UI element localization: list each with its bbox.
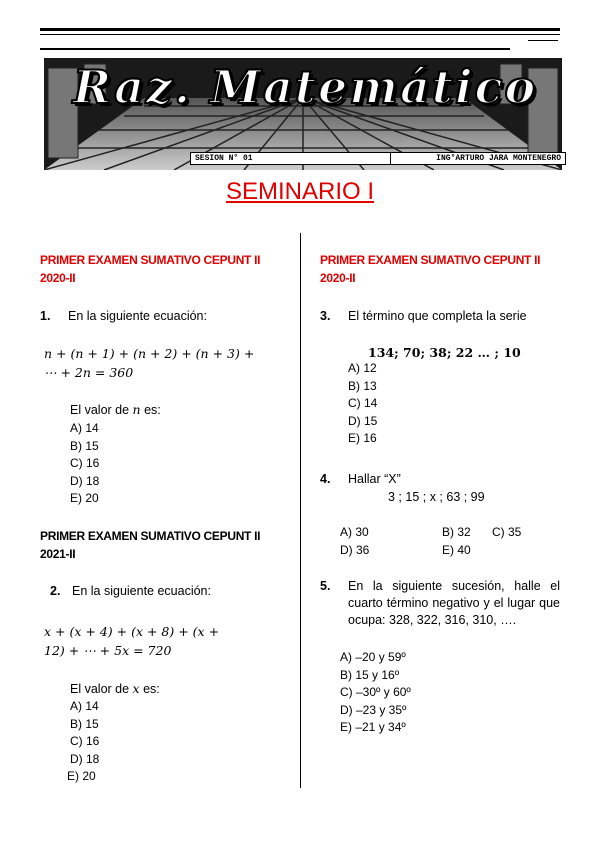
option-b: B) 15 bbox=[70, 438, 99, 453]
options-list-2 bbox=[67, 698, 170, 786]
question-number: 4. bbox=[320, 472, 331, 486]
exam-heading-3: PRIMER EXAMEN SUMATIVO CEPUNT II 2020-II bbox=[320, 253, 541, 285]
option-b: B) 32 bbox=[442, 525, 471, 539]
question-5-stem: En la siguiente sucesión, halle el cuarto término negativo y el lugar que ocupa: 328, 322, 316, 310, …. bbox=[348, 579, 560, 627]
option-a: A) 12 bbox=[348, 361, 377, 375]
prompt-text-end: es: bbox=[144, 403, 161, 417]
option-e: E) 20 bbox=[67, 769, 96, 783]
option-c: C) 16 bbox=[70, 734, 100, 748]
header-rule-lower bbox=[40, 48, 510, 50]
question-stem: El término que completa la serie bbox=[348, 309, 527, 323]
option-c: C) –30º y 60º bbox=[340, 685, 411, 699]
question-4 bbox=[320, 471, 570, 487]
question-number: 3. bbox=[320, 309, 331, 323]
option-d: D) –23 y 35º bbox=[340, 702, 407, 717]
options-list-5 bbox=[340, 649, 490, 737]
header-rule-thick bbox=[40, 28, 560, 31]
option-a: A) 14 bbox=[70, 421, 99, 435]
option-d: D) 18 bbox=[70, 473, 100, 488]
question-stem: En la siguiente ecuación: bbox=[68, 309, 207, 323]
prompt-text: El valor de bbox=[70, 682, 130, 696]
equation-line-1: n + (n + 1) + (n + 2) + (n + 3) + bbox=[44, 346, 255, 361]
option-c: C) 14 bbox=[348, 396, 378, 410]
option-d: D) 36 bbox=[340, 542, 370, 557]
prompt-text: El valor de bbox=[70, 403, 130, 417]
option-d: D) 18 bbox=[70, 751, 100, 766]
header-rule-thin bbox=[40, 34, 560, 35]
option-a: A) 14 bbox=[70, 699, 99, 713]
author-label: ING°ARTURO JARA MONTENEGRO bbox=[390, 152, 566, 165]
question-number: 5. bbox=[320, 579, 331, 593]
exam-heading-1: PRIMER EXAMEN SUMATIVO CEPUNT II 2020-II bbox=[40, 253, 261, 285]
column-divider bbox=[300, 233, 301, 788]
header-rule-short bbox=[528, 40, 558, 41]
equation-line-2: 12) + ⋯ + 5x = 720 bbox=[44, 643, 172, 658]
question-number-5 bbox=[320, 578, 348, 594]
banner-title: Raz. Matemático bbox=[72, 60, 538, 114]
series-text: 3 ; 15 ; x ; 63 ; 99 bbox=[388, 490, 485, 504]
option-b: B) 15 y 16º bbox=[340, 667, 400, 682]
options-grid-4 bbox=[340, 524, 570, 559]
option-d: D) 15 bbox=[348, 413, 378, 428]
series-text: 134; 70; 38; 22 … ; 10 bbox=[368, 345, 521, 360]
question-1 bbox=[40, 308, 290, 324]
question-stem: En la siguiente ecuación: bbox=[72, 584, 211, 598]
page-title: SEMINARIO I bbox=[225, 178, 375, 205]
equation-line-2: ⋯ + 2n = 360 bbox=[44, 365, 134, 380]
question-number: 1. bbox=[40, 309, 51, 323]
options-list-3 bbox=[348, 360, 448, 448]
question-stem: Hallar “X” bbox=[348, 472, 401, 486]
options-list-1 bbox=[70, 420, 170, 508]
prompt-variable: n bbox=[132, 402, 141, 417]
question-prompt bbox=[70, 400, 270, 419]
option-e: E) 16 bbox=[348, 431, 377, 445]
option-a: A) –20 y 59º bbox=[340, 650, 406, 664]
option-e: E) 20 bbox=[70, 491, 99, 505]
equation-line-1: x + (x + 4) + (x + 8) + (x + bbox=[44, 624, 220, 639]
exam-heading-2: PRIMER EXAMEN SUMATIVO CEPUNT II 2021-II bbox=[40, 529, 261, 561]
session-label: SESION N° 01 bbox=[190, 152, 396, 165]
option-c: C) 35 bbox=[492, 525, 522, 539]
option-c: C) 16 bbox=[70, 456, 100, 470]
question-3 bbox=[320, 308, 570, 324]
prompt-variable: x bbox=[132, 681, 140, 696]
option-e: E) 40 bbox=[442, 542, 471, 557]
question-2 bbox=[50, 583, 290, 599]
option-e: E) –21 y 34º bbox=[340, 720, 406, 734]
option-b: B) 15 bbox=[70, 716, 99, 731]
prompt-text-end: es: bbox=[143, 682, 160, 696]
question-number: 2. bbox=[50, 584, 61, 598]
question-prompt bbox=[70, 679, 270, 698]
option-b: B) 13 bbox=[348, 378, 377, 393]
option-a: A) 30 bbox=[340, 525, 369, 539]
